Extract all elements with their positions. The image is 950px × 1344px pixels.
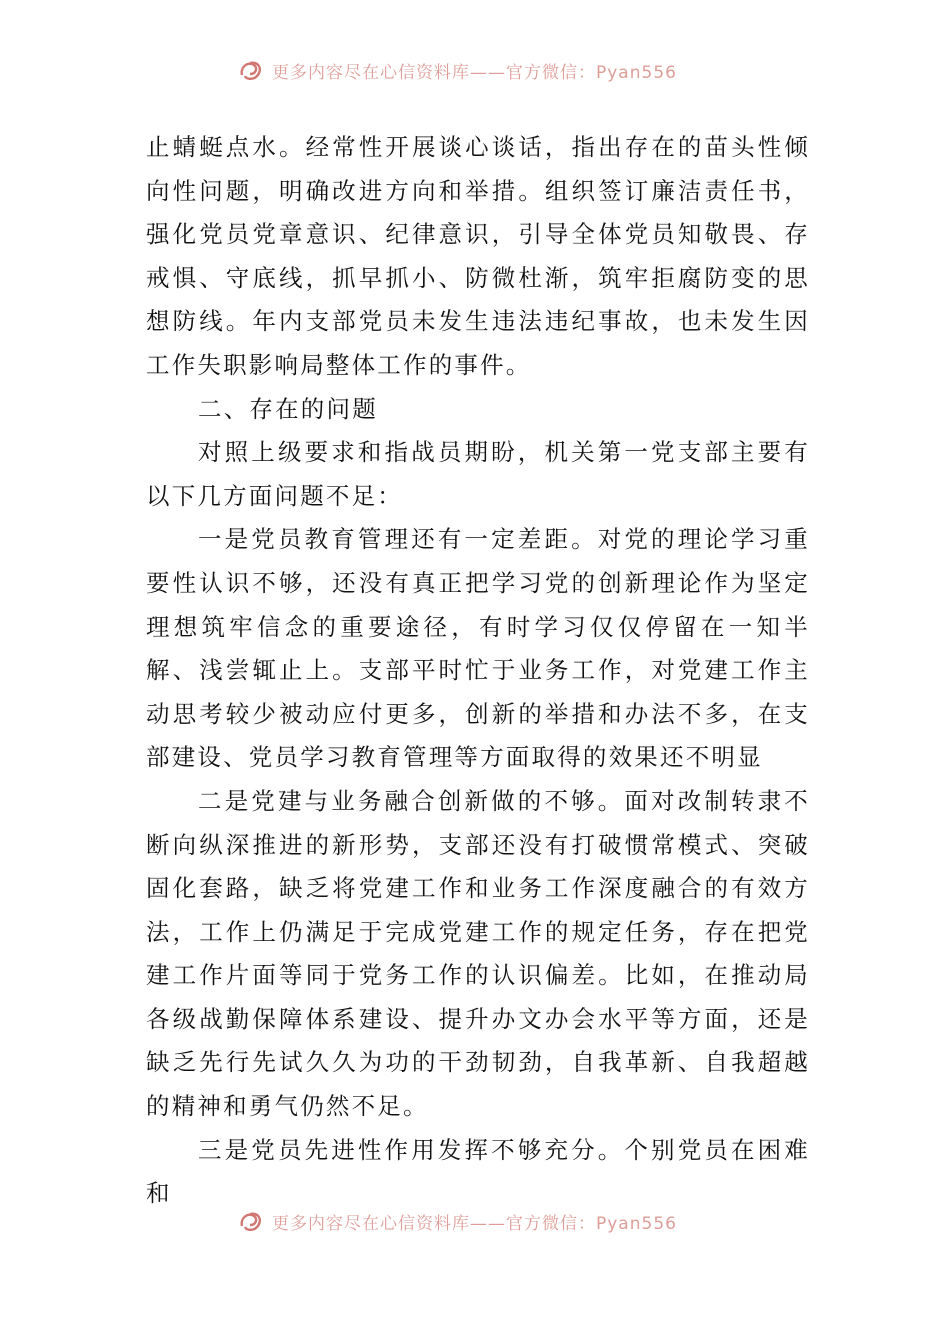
watermark-logo-icon	[238, 59, 264, 81]
watermark-text: 更多内容尽在心信资料库——官方微信：Pyan556	[272, 62, 677, 83]
header-watermark	[238, 58, 677, 82]
watermark-text: 更多内容尽在心信资料库——官方微信：Pyan556	[272, 1213, 677, 1234]
paragraph-3: 一是党员教育管理还有一定差距。对党的理论学习重要性认识不够，还没有真正把学习党的创新理论作为坚定理想筑牢信念的重要途径，有时学习仅仅停留在一知半解、浅尝辄止上。支部平时忙于业务工作，对党建工作主动思考较少被动应付更多，创新的举措和办法不多，在支部建设、党员学习教育管理等方面取得的效果还不明显	[146, 525, 810, 772]
paragraph-2: 对照上级要求和指战员期盼，机关第一党支部主要有以下几方面问题不足：	[146, 438, 810, 510]
section-heading-problems: 二、存在的问题	[198, 394, 378, 423]
paragraph-5: 三是党员先进性作用发挥不够充分。个别党员在困难和	[146, 1135, 810, 1208]
document-body	[146, 126, 810, 1216]
paragraph-1: 止蜻蜓点水。经常性开展谈心谈话，指出存在的苗头性倾向性问题，明确改进方向和举措。组织签订廉洁责任书，强化党员党章意识、纪律意识，引导全体党员知敬畏、存戒惧、守底线，抓早抓小、防微杜渐，筑牢拒腐防变的思想防线。年内支部党员未发生违法违纪事故，也未发生因工作失职影响局整体工作的事件。	[146, 133, 810, 379]
footer-watermark	[238, 1209, 677, 1233]
watermark-logo-icon	[238, 1210, 264, 1232]
paragraph-4: 二是党建与业务融合创新做的不够。面对改制转隶不断向纵深推进的新形势，支部还没有打破惯常模式、突破固化套路，缺乏将党建工作和业务工作深度融合的有效方法，工作上仍满足于完成党建工作的规定任务，存在把党建工作片面等同于党务工作的认识偏差。比如，在推动局各级战勤保障体系建设、提升办文办会水平等方面，还是缺乏先行先试久久为功的干劲韧劲，自我革新、自我超越的精神和勇气仍然不足。	[146, 786, 810, 1121]
